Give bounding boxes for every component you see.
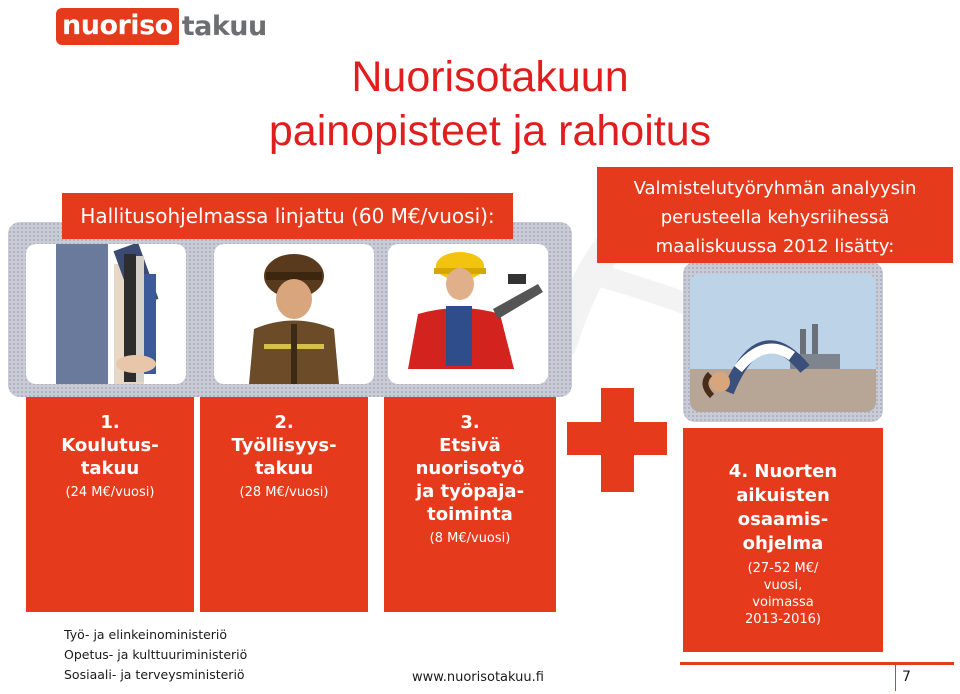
- card-title-line: Työllisyys-: [231, 435, 337, 456]
- ministry-item: Sosiaali- ja terveysministeriö: [64, 667, 245, 682]
- slide-title: [180, 50, 800, 158]
- card-funding-line: (27-52 M€/: [747, 561, 819, 576]
- card-funding-line: 2013-2016): [745, 612, 821, 627]
- card-title-line: toiminta: [427, 504, 513, 525]
- card-title-line: ja työpaja-: [415, 481, 525, 502]
- website-link[interactable]: www.nuorisotakuu.fi: [412, 670, 544, 685]
- card-number: 1.: [100, 412, 120, 433]
- card-number: 2.: [274, 412, 294, 433]
- card-koulutustakuu: [26, 397, 194, 612]
- title-line-1: Nuorisotakuun: [351, 53, 629, 101]
- card-tyollisyystakuu: [200, 397, 368, 612]
- card-funding: (24 M€/vuosi): [65, 485, 155, 500]
- card-funding-line: voimassa: [752, 595, 814, 610]
- construction-worker-photo: [388, 244, 548, 384]
- card-title-line: ohjelma: [742, 533, 824, 554]
- government-program-header: Hallitusohjelmassa linjattu (60 M€/vuosi):: [62, 193, 513, 239]
- card-title-line: 4. Nuorten: [728, 461, 838, 482]
- added-header-line-3: maaliskuussa 2012 lisätty:: [655, 236, 895, 257]
- logo-text-gray: takuu: [181, 10, 267, 42]
- ministry-item: Opetus- ja kulttuuriministeriö: [64, 647, 248, 662]
- young-adult-backbend-photo: [690, 274, 876, 412]
- card-title-line: nuorisotyö: [415, 458, 525, 479]
- card-nuorten-aikuisten-osaamisohjelma: [683, 428, 883, 652]
- added-header-line-1: Valmistelutyöryhmän analyysin: [633, 178, 917, 199]
- card-funding: (8 M€/vuosi): [429, 531, 511, 546]
- card-title-line: takuu: [254, 458, 314, 479]
- title-line-2: painopisteet ja rahoitus: [268, 107, 712, 155]
- logo-text-red: nuoriso: [56, 8, 179, 45]
- ministry-item: Työ- ja elinkeinoministeriö: [64, 627, 228, 642]
- added-funding-header: [597, 167, 953, 263]
- page-number-divider: [895, 665, 896, 691]
- card-title-line: aikuisten: [736, 485, 830, 506]
- card-title-line: takuu: [80, 458, 140, 479]
- card-title-line: Etsivä: [439, 435, 501, 456]
- card-funding: (28 M€/vuosi): [239, 485, 329, 500]
- firefighter-photo: [214, 244, 374, 384]
- ministries-list: [64, 625, 247, 685]
- page-number: 7: [902, 669, 911, 685]
- plus-icon-bar: [567, 422, 667, 455]
- card-title-line: Koulutus-: [61, 435, 159, 456]
- card-number: 3.: [460, 412, 480, 433]
- card-title-line: osaamis-: [737, 509, 829, 530]
- nuorisotakuu-logo: [56, 6, 267, 46]
- card-etsiva-nuorisotyo: [384, 397, 556, 612]
- student-books-photo: [26, 244, 186, 384]
- card-funding-line: vuosi,: [763, 578, 803, 593]
- footer-divider: [680, 662, 954, 665]
- added-header-line-2: perusteella kehysriihessä: [660, 207, 890, 228]
